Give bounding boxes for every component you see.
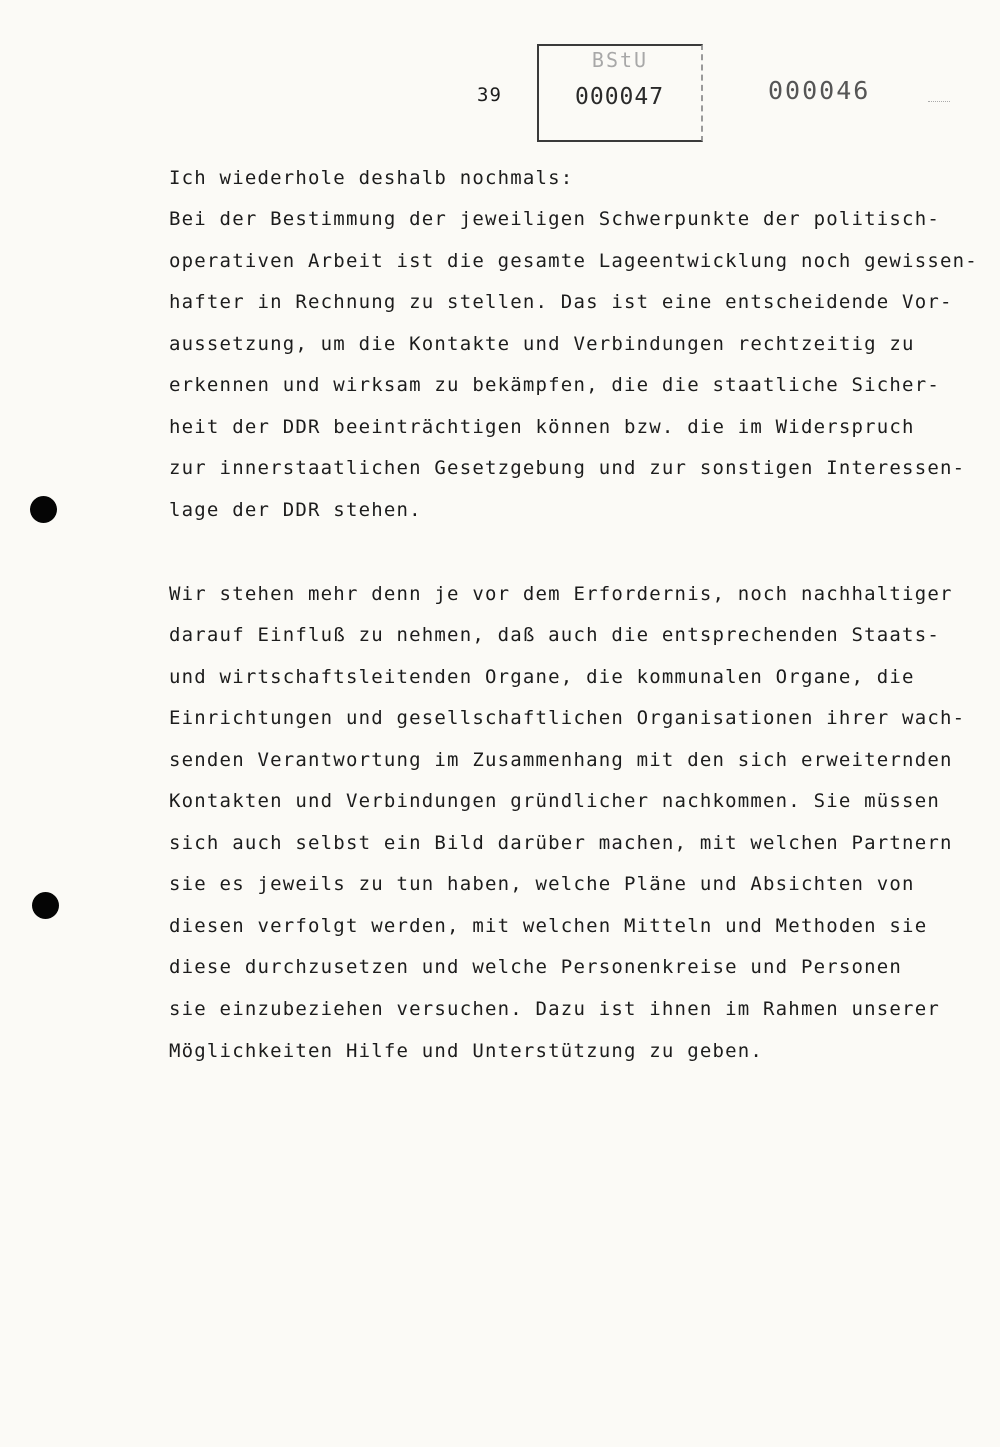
text-line: sie einzubeziehen versuchen. Dazu ist ihnen im Rahmen unserer [169,998,940,1020]
text-line: und wirtschaftsleitenden Organe, die kommunalen Organe, die [169,666,915,688]
corner-mark [928,101,950,102]
text-line: diesen verfolgt werden, mit welchen Mitteln und Methoden sie [169,915,928,937]
text-line: senden Verantwortung im Zusammenhang mit den sich erweiternden [169,749,953,771]
archive-number: 000046 [768,76,871,105]
text-line: zur innerstaatlichen Gesetzgebung und zur sonstigen Interessen- [169,457,966,479]
text-line: Ich wiederhole deshalb nochmals: [169,167,574,189]
text-line: Wir stehen mehr denn je vor dem Erfordernis, noch nachhaltiger [169,583,953,605]
archive-stamp [537,44,703,142]
punch-hole-lower [32,892,59,919]
punch-hole-upper [30,496,57,523]
text-line: Möglichkeiten Hilfe und Unterstützung zu geben. [169,1040,764,1062]
text-line: heit der DDR beeinträchtigen können bzw. die im Widerspruch [169,416,915,438]
text-line: lage der DDR stehen. [169,499,422,521]
text-line: hafter in Rechnung zu stellen. Das ist eine entscheidende Vor- [169,291,953,313]
text-line: erkennen und wirksam zu bekämpfen, die die staatliche Sicher- [169,374,940,396]
stamp-title: BStU [591,48,649,72]
text-line: Bei der Bestimmung der jeweiligen Schwerpunkte der politisch- [169,208,940,230]
text-line: darauf Einfluß zu nehmen, daß auch die entsprechenden Staats- [169,624,940,646]
text-line: sich auch selbst ein Bild darüber machen, mit welchen Partnern [169,832,953,854]
page-number: 39 [477,84,502,106]
text-line: Kontakten und Verbindungen gründlicher nachkommen. Sie müssen [169,790,940,812]
text-line: operativen Arbeit ist die gesamte Lageentwicklung noch gewissen- [169,250,978,272]
text-line: Einrichtungen und gesellschaftlichen Organisationen ihrer wach- [169,707,966,729]
stamp-number: 000047 [575,84,665,110]
text-line: sie es jeweils zu tun haben, welche Pläne und Absichten von [169,873,915,895]
text-line: aussetzung, um die Kontakte und Verbindungen rechtzeitig zu [169,333,915,355]
text-line: diese durchzusetzen und welche Personenkreise und Personen [169,956,903,978]
